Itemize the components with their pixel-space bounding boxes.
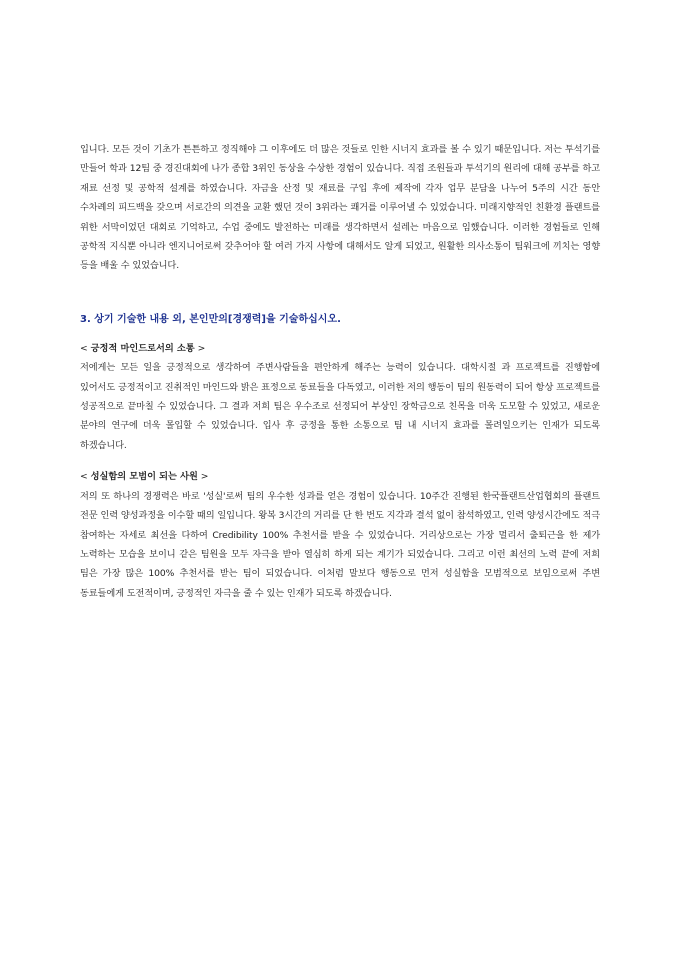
intro-paragraph: 입니다. 모든 것이 기초가 튼튼하고 정직해야 그 이후에도 더 많은 것들로 인한 시너지 효과를 볼 수 있기 때문입니다. 저는 투석기를 만들어 학과 12팀 중 경진대회에 나가 종합 3위인 동상을 수상한 경험이 있습니다. 직접 조원들과 투석기의 원리에 대해 공부를 하고 재료 선정 및 공학적 설계를 하였습니다. 자금을 산정 및 재료를 구입 후에 제작에 각자 업무 분담을 나누어 5주의 시간 동안 수차례의 피드백을 갖으며 서로간의 의견을 교환 했던 것이 3위라는 쾌거를 이루어낼 수 있었습니다. 미래지향적인 친환경 플랜트를 위한 서막이었던 대회로 기억하고, 수업 중에도 발전하는 미래를 생각하면서 설레는 마음으로 임했습니다. 이러한 경험들로 인해 공학적 지식뿐 아니라 엔지니어로써 갖추어야 할 여러 가지 사항에 대해서도 알게 되었고, 원활한 의사소통이 팀워크에 끼치는 영향 등을 배울 수 있었습니다. — [80, 144, 600, 272]
bracket-close: > — [194, 342, 206, 354]
section-3-heading: 3. 상기 기술한 내용 외, 본인만의[경쟁력]을 기술하십시오. — [80, 313, 341, 325]
paragraph-sincerity: 저의 또 하나의 경쟁력은 바로 '성실'로써 팀의 우수한 성과를 얻은 경험이 있습니다. 10주간 진행된 한국플랜트산업협회의 플랜트 전문 인력 양성과정을 이수할 때의 일입니다. 왕복 3시간의 거리를 단 한 번도 지각과 결석 없이 참석하였고, 인력 양성시간에도 적극 참여하는 자세로 최선을 다하여 Credibility 100% 추천서를 받을 수 있었습니다. 거리상으로는 가장 멀리서 출퇴근을 한 제가 노력하는 모습을 보이니 같은 팀원을 모두 자극을 받아 열심히 하게 되는 계기가 되었습니다. 그리고 이런 최선의 노력 끝에 저희 팀은 가장 많은 100% 추천서를 받는 팀이 되었습니다. 이처럼 말보다 행동으로 먼저 성실함을 모범적으로 보임으로써 주변 동료들에게 도전적이며, 긍정적인 자극을 줄 수 있는 인재가 되도록 하겠습니다. — [80, 490, 600, 599]
subheading-sincerity — [80, 467, 600, 486]
bracket-open: < — [80, 342, 91, 354]
subheading-positive-mind — [80, 339, 600, 358]
bracket-open: < — [80, 471, 91, 483]
document-body — [80, 140, 600, 603]
paragraph-positive-mind: 저에게는 모든 일을 긍정적으로 생각하여 주변사람들을 편안하게 해주는 능력이 있습니다. 대학시절 과 프로젝트를 진행함에 있어서도 긍정적이고 진취적인 마인드와 밝은 표정으로 동료들을 다독였고, 이러한 저의 행동이 팀의 원동력이 되어 항상 프로젝트를 성공적으로 끝마칠 수 있었습니다. 그 결과 저희 팀은 우수조로 선정되어 부상인 장학금으로 친목을 더욱 도모할 수 있었고, 새로운 분야의 연구에 더욱 몰입할 수 있었습니다. 입사 후 긍정을 통한 소통으로 팀 내 시너지 효과를 몰려일으키는 인재가 되도록 하겠습니다. — [80, 362, 600, 451]
bracket-close: > — [197, 471, 209, 483]
subheading-title: 긍정적 마인드로서의 소통 — [90, 342, 195, 354]
subheading-title: 성실함의 모범이 되는 사원 — [90, 471, 198, 483]
